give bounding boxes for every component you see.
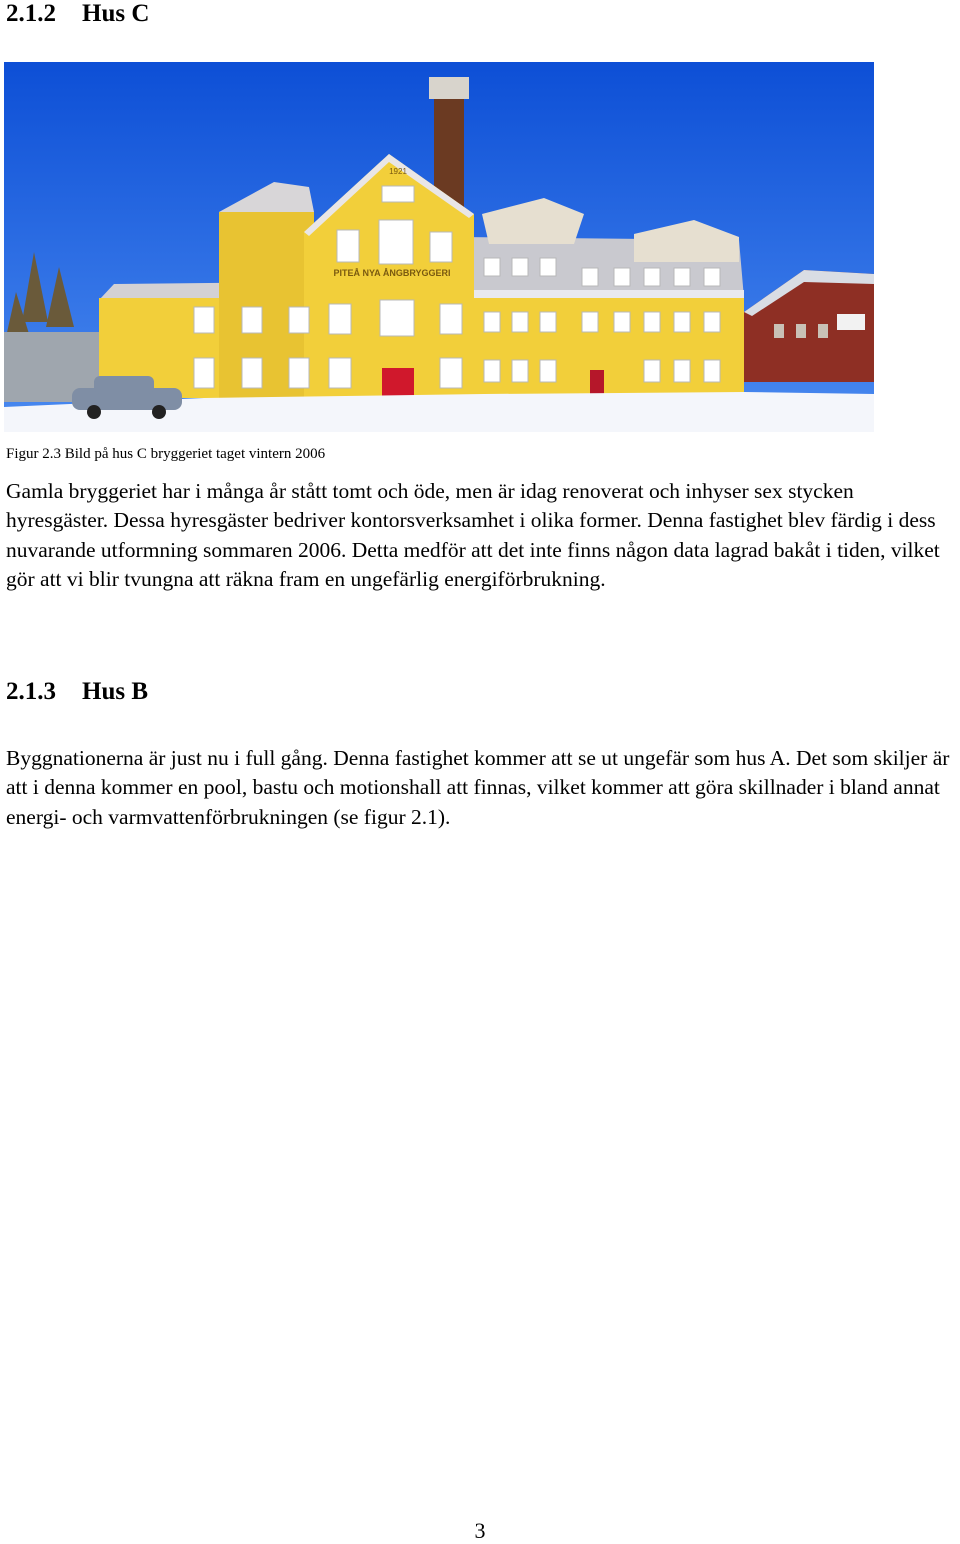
section-number: 2.1.2 [6,0,56,27]
page-number: 3 [474,1518,486,1543]
section-heading-hus-b [6,678,148,706]
building-photo [4,62,874,432]
building-year-text: 1921 [389,167,407,176]
section-title: Hus B [82,678,149,705]
figure-caption: Figur 2.3 Bild på hus C bryggeriet taget vintern 2006 [6,446,326,462]
section-number: 2.1.3 [6,678,56,705]
section-title: Hus C [82,0,150,27]
paragraph-hus-c: Gamla bryggeriet har i många år stått tomt och öde, men är idag renoverat och inhyser sex stycken hyresgäster. Dessa hyresgäster bedriver kontorsverksamhet i olika former. Denna fastighet blev färdig i dess nuvarande utformning sommaren 2006. Detta medför att det inte finns någon data lagrad bakåt i tiden, vilket gör att vi blir tvungna att räkna fram en ungefärlig energiförbrukning. [6,479,940,591]
section-heading-hus-c [6,0,149,28]
building-sign-text: PITEÅ NYA ÅNGBRYGGERI [333,268,451,278]
paragraph-hus-b: Byggnationerna är just nu i full gång. Denna fastighet kommer att se ut ungefär som hus A. Det som skiljer är att i denna kommer en pool, bastu och motionshall att finnas, vilket kommer att göra skillnader i bland annat energi- och varmvattenförbrukningen (se figur 2.1). [6,746,950,829]
